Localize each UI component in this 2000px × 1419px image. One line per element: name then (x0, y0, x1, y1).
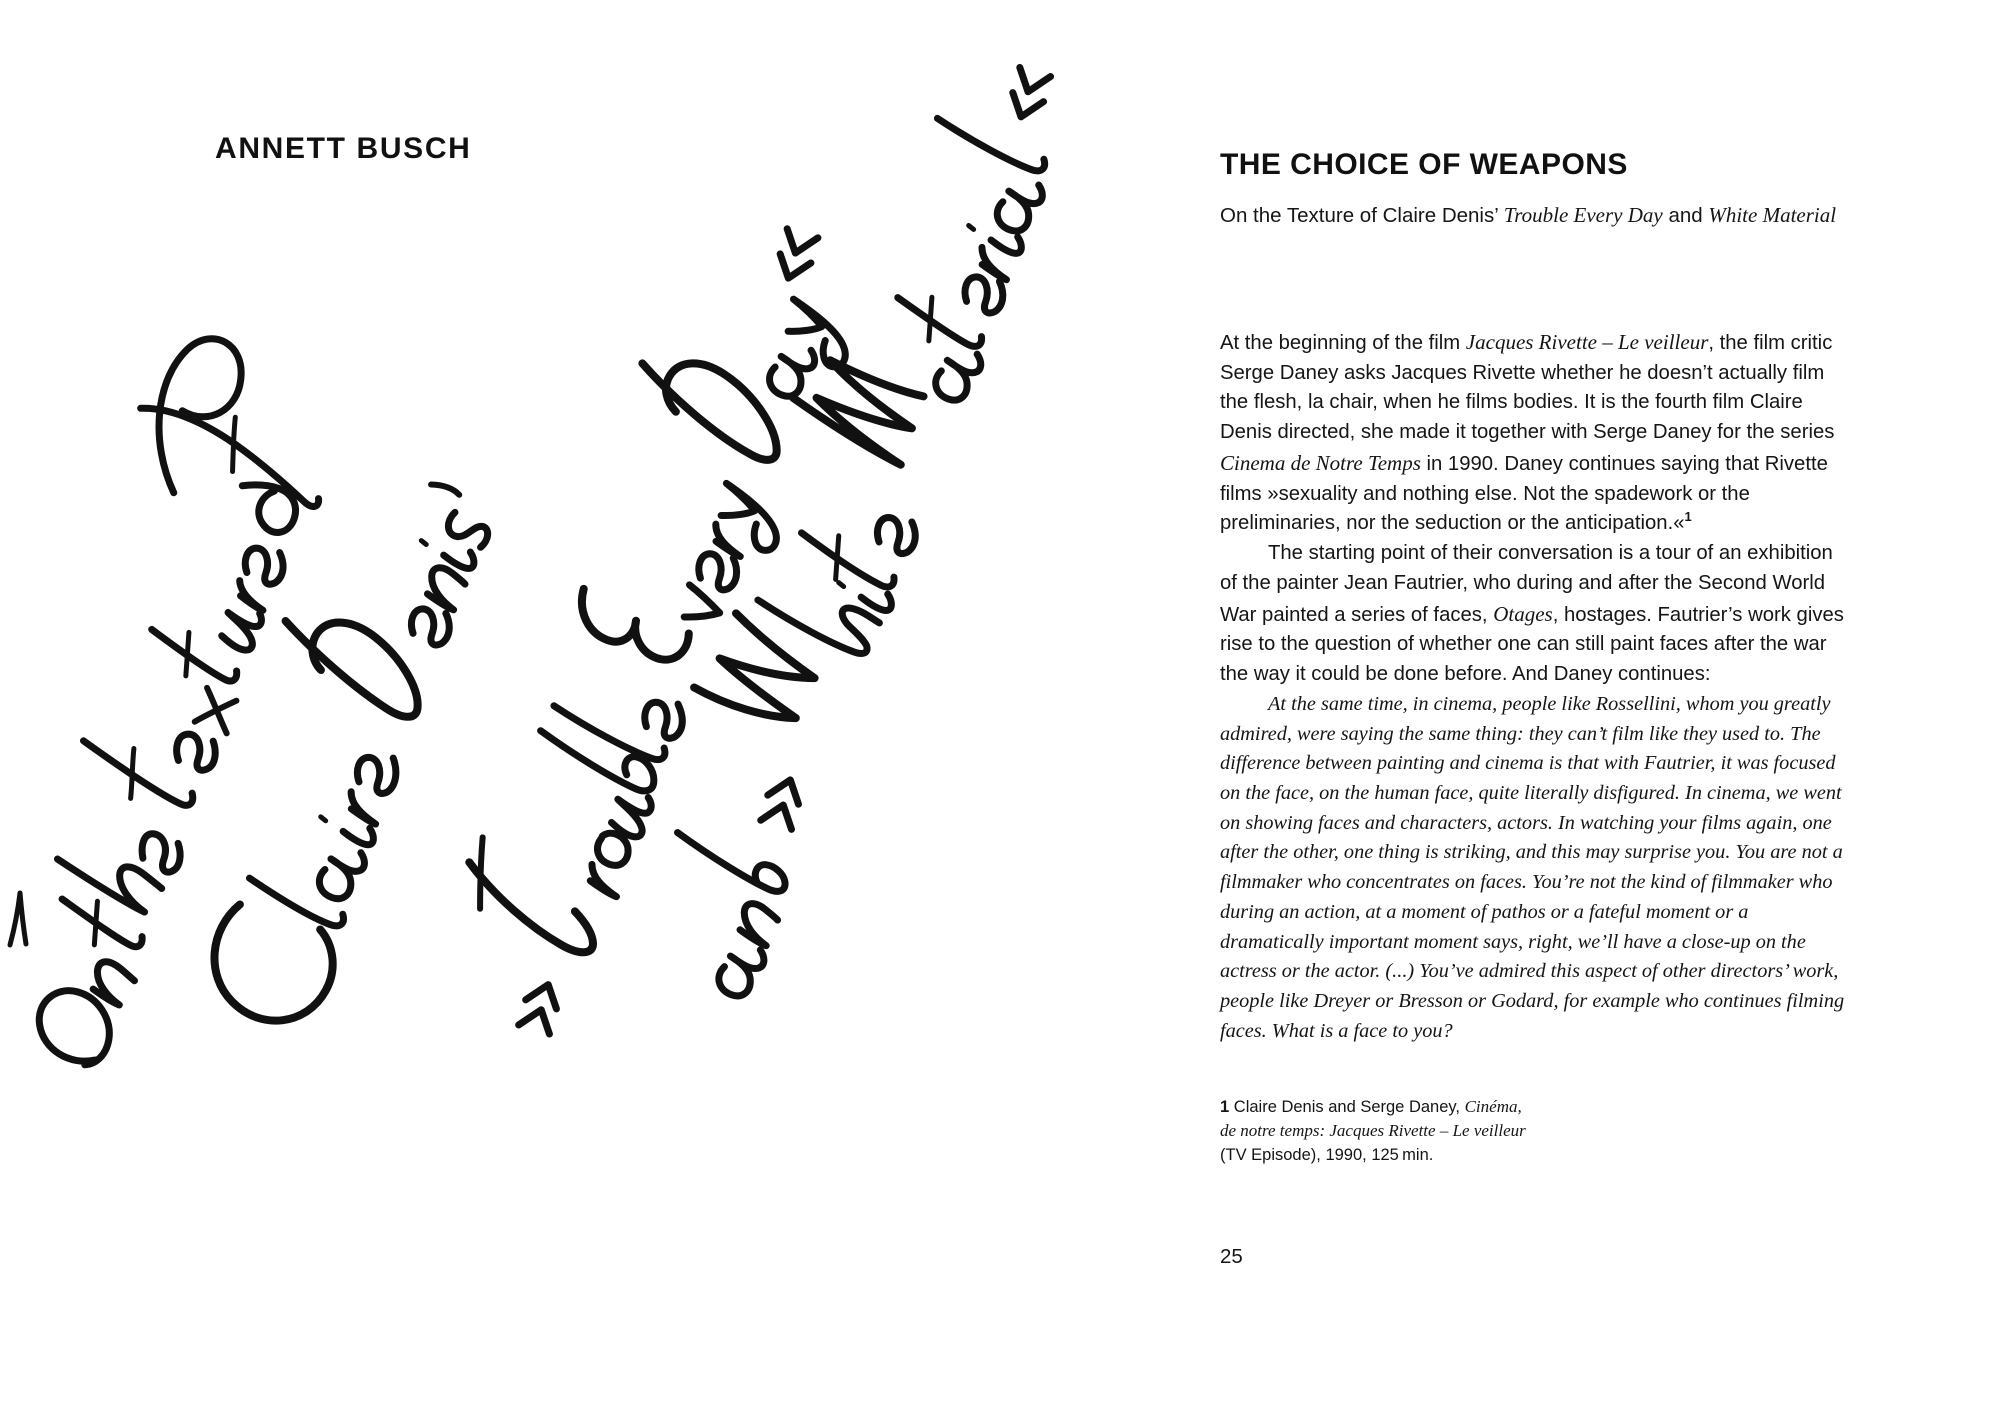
essay-subtitle (1220, 200, 1840, 232)
subtitle-text-before: On the Texture of Claire Denis’ (1220, 204, 1504, 227)
run-text: At the beginning of the film (1220, 332, 1466, 354)
subtitle-film-title-2: White Material (1708, 203, 1837, 227)
subtitle-text-middle: and (1662, 204, 1709, 227)
page-number: 25 (1220, 1245, 1243, 1268)
footnote-reference-1[interactable]: 1 (1684, 509, 1692, 525)
footnote-italic-2: de notre temps: Jacques Rivette – Le veilleur (1220, 1121, 1526, 1141)
page-title: THE CHOICE OF WEAPONS (1220, 148, 1628, 182)
page-author-name: ANNETT BUSCH (215, 132, 472, 165)
body-text-column (1220, 327, 1845, 1047)
paragraph-2 (1220, 539, 1845, 690)
subtitle-film-title-1: Trouble Every Day (1503, 203, 1663, 227)
run-text: , hostages. Fautrier’s work gives rise to the question of whether one can still paint faces after the war the way it could be done before. And Daney continues: (1220, 603, 1844, 686)
paragraph-1 (1220, 327, 1845, 539)
film-title-jacques-rivette: Jacques Rivette – Le veilleur (1465, 330, 1709, 354)
run-text: , the film critic Serge Daney asks Jacques Rivette whether he doesn’t actually film the flesh, la chair, when he films bodies. It is the fourth film Claire Denis directed, she made it together with Serge Daney for the series (1220, 332, 1835, 444)
footnote-1 (1220, 1095, 1820, 1167)
footnote-text-2: (TV Episode), 1990, 125 min. (1220, 1145, 1434, 1164)
right-page (1100, 0, 2000, 1419)
artwork-title-otages: Otages (1493, 601, 1553, 626)
run-text: The starting point of their conversation is a tour of an exhibition of the painter Jean Fautrier, who during and after the Second World War painted a series of faces, (1220, 542, 1833, 626)
series-title-cinema-de-notre-temps: Cinema de Notre Temps (1220, 450, 1421, 475)
footnote-text: Claire Denis and Serge Daney, (1229, 1098, 1465, 1116)
footnote-number: 1 (1220, 1098, 1230, 1116)
run-text: in 1990. Daney continues saying that Rivette films »sexuality and nothing else. Not the spadework or the preliminaries, nor the seduction or the anticipation.« (1220, 452, 1828, 535)
footnote-italic-1: Cinéma, (1464, 1097, 1522, 1116)
block-quote: At the same time, in cinema, people like Rossellini, whom you greatly admired, were saying the same thing: they can’t film like they used to. The difference between painting and cinema is that with Fautrier, it was focused on the face, on the human face, quite literally disfigured. In cinema, we went on showing faces and characters, actors. In watching your films again, one after the other, one thing is striking, and this may surprise you. You are not a filmmaker who concentrates on faces. You’re not the kind of filmmaker who during an action, at a moment of pathos or a fateful moment or a dramatically important moment says, right, we’ll have a close-up on the actress or the actor. (...) You’ve admired this aspect of other directors’ work, people like Dreyer or Bresson or Godard, for example who continues filming faces. What is a face to you? (1220, 692, 1845, 1042)
